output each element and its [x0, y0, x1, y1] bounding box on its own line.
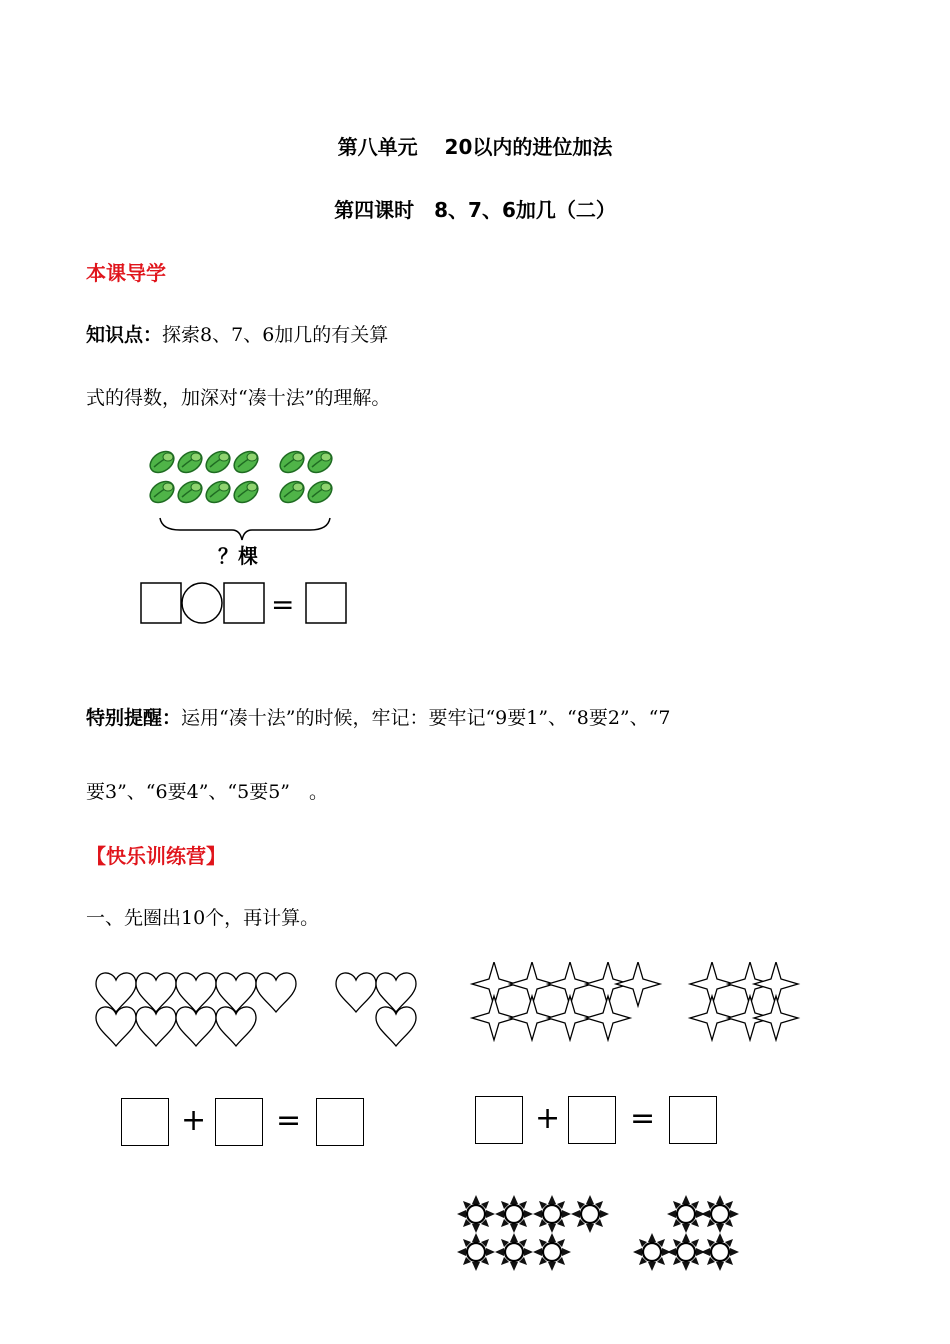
heart-icon: [176, 973, 216, 1012]
cabbage-icon: [146, 477, 178, 507]
sun-icon: [701, 1195, 739, 1233]
answer-box[interactable]: [215, 1098, 263, 1146]
sun-icon: [533, 1195, 571, 1233]
sun-icon: [701, 1233, 739, 1271]
answer-box[interactable]: [475, 1096, 523, 1144]
sun-icons: [457, 1195, 739, 1271]
sun-icon: [457, 1195, 495, 1233]
unit-title: 第八单元 20以内的进位加法: [337, 135, 613, 159]
heart-icon: [216, 973, 256, 1012]
cabbage-figure: [140, 440, 370, 630]
heart-icon: [376, 973, 416, 1012]
answer-box[interactable]: [669, 1096, 717, 1144]
knowledge-line2: 式的得数，加深对“凑十法”的理解。: [86, 387, 391, 409]
star-group: [466, 962, 806, 1042]
plus-sign: +: [181, 1103, 207, 1138]
sun-icon: [667, 1233, 705, 1271]
heart-icon: [96, 973, 136, 1012]
reminder-text1: 运用“凑十法”的时候，牢记：要牢记“9要1”、“8要2”、“7: [181, 707, 671, 729]
reminder-line2: 要3”、“6要4”、“5要5” 。: [86, 781, 329, 803]
answer-box[interactable]: [141, 583, 181, 623]
cabbage-icon: [146, 447, 178, 477]
cabbage-question: ？棵: [218, 544, 258, 568]
cabbage-icon: [304, 447, 336, 477]
reminder-label: 特别提醒：: [86, 707, 182, 729]
star-icons: [472, 962, 798, 1040]
sun-icon: [495, 1195, 533, 1233]
sun-icon: [495, 1233, 533, 1271]
sun-icon: [633, 1233, 671, 1271]
cabbage-icon: [202, 447, 234, 477]
cabbage-icon: [230, 447, 262, 477]
heart-icon: [216, 1007, 256, 1046]
star-icon: [616, 962, 660, 1006]
heart-icons: [96, 973, 416, 1046]
heart-group: [90, 968, 430, 1048]
lesson-title: 第四课时 8、7、6加几（二）: [334, 198, 616, 222]
heart-icon: [256, 973, 296, 1012]
answer-box[interactable]: [224, 583, 264, 623]
sun-group: [452, 1190, 762, 1280]
cabbage-icon: [174, 477, 206, 507]
sun-icon: [533, 1233, 571, 1271]
knowledge-label: 知识点：: [86, 324, 163, 346]
camp-heading: 【快乐训练营】: [86, 844, 226, 868]
heart-icon: [96, 1007, 136, 1046]
star-icon: [586, 996, 630, 1040]
heart-icon: [136, 973, 176, 1012]
reminder-line1: [86, 703, 670, 730]
cabbage-icon: [276, 477, 308, 507]
cabbage-icon: [202, 477, 234, 507]
equals-sign: =: [271, 588, 295, 621]
heart-icon: [376, 1007, 416, 1046]
cabbage-icon: [304, 477, 336, 507]
heart-icon: [336, 973, 376, 1012]
sun-icon: [457, 1233, 495, 1271]
guide-heading: 本课导学: [86, 261, 166, 285]
equals-sign: =: [276, 1103, 302, 1138]
plus-sign: +: [535, 1101, 561, 1136]
cabbage-icon: [174, 447, 206, 477]
cabbage-icon: [230, 477, 262, 507]
cabbage-icon: [276, 447, 308, 477]
brace-icon: [160, 518, 330, 540]
knowledge-line1: [86, 320, 388, 347]
equals-sign: =: [630, 1101, 656, 1136]
answer-box[interactable]: [316, 1098, 364, 1146]
operator-circle[interactable]: [182, 583, 222, 623]
exercise1-instruction: 一、先圈出10个，再计算。: [86, 907, 320, 929]
sun-icon: [667, 1195, 705, 1233]
answer-box[interactable]: [306, 583, 346, 623]
heart-icon: [136, 1007, 176, 1046]
answer-box[interactable]: [121, 1098, 169, 1146]
knowledge-text1: 探索8、7、6加几的有关算: [162, 324, 389, 346]
sun-icon: [571, 1195, 609, 1233]
star-icon: [754, 996, 798, 1040]
heart-icon: [176, 1007, 216, 1046]
answer-box[interactable]: [568, 1096, 616, 1144]
cabbage-icons: [146, 447, 336, 507]
